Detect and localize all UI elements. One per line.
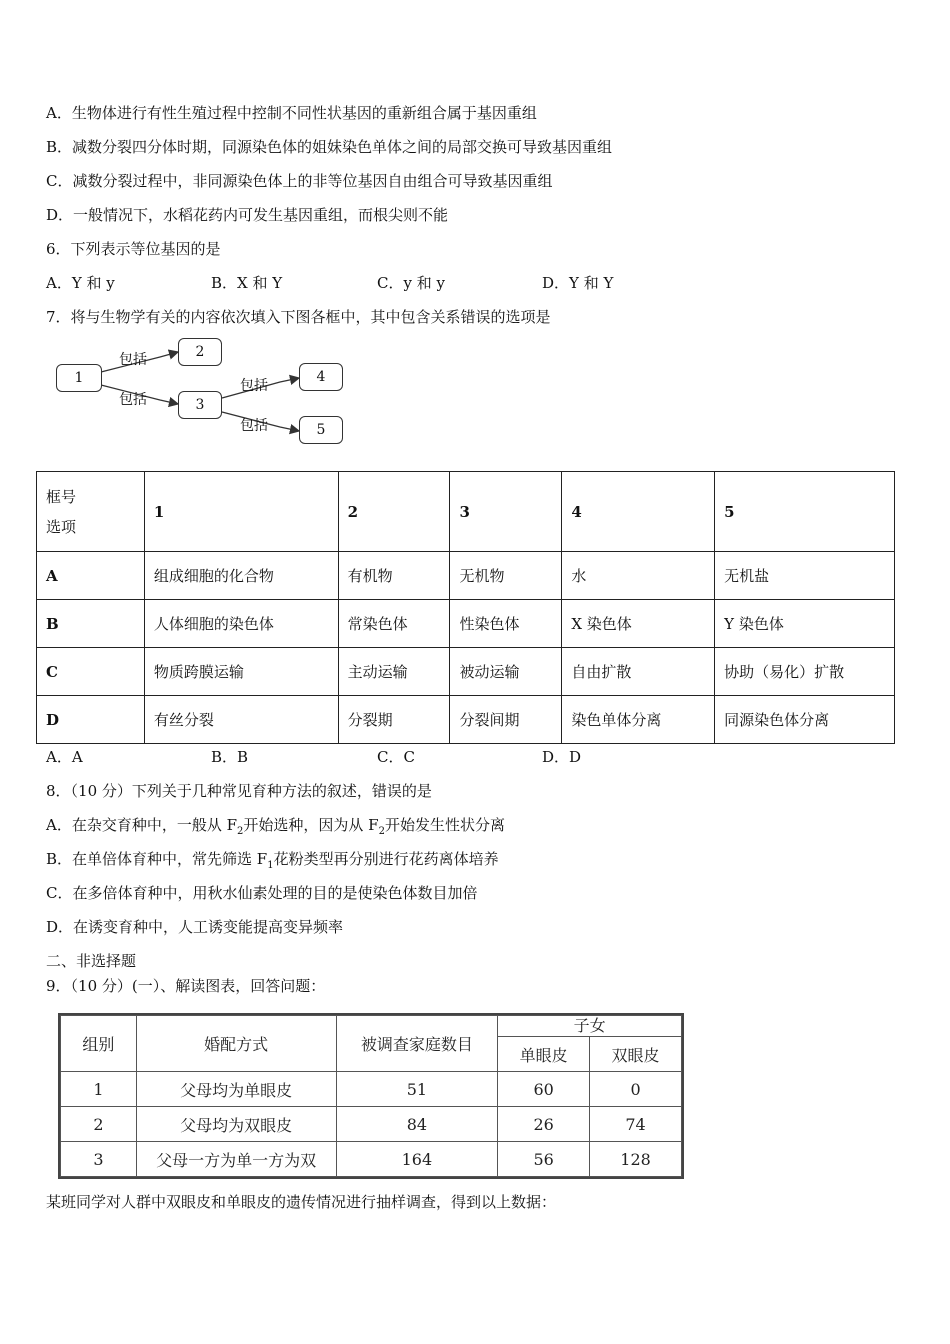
cell-families: 84 [336, 1107, 498, 1142]
table-cell: 有机物 [338, 552, 450, 600]
table-row [37, 648, 895, 696]
cell-group: 2 [61, 1107, 137, 1142]
table-cell: 分裂期 [338, 696, 450, 744]
q7-table-header [37, 472, 895, 552]
q8-a-post: 开始发生性状分离 [384, 816, 505, 834]
cell-families: 51 [336, 1072, 498, 1107]
edge-label-3-4: 包括 [240, 378, 268, 394]
q7-table [36, 471, 895, 744]
header-double: 双眼皮 [590, 1037, 682, 1072]
diagram-box-4: 4 [299, 363, 343, 391]
cell-single: 60 [498, 1072, 590, 1107]
q8-option-d: D．在诱变育种中，人工诱变能提高变异频率 [46, 918, 344, 936]
q8-option-b [46, 848, 499, 871]
q7-stem: 7．将与生物学有关的内容依次填入下图各框中，其中包含关系错误的选项是 [46, 308, 551, 326]
q8-b-post: 花粉类型再分别进行花药离体培养 [273, 850, 499, 868]
table-row [37, 696, 895, 744]
cell-double: 0 [590, 1072, 682, 1107]
edge-label-1-3: 包括 [119, 392, 147, 408]
header-children: 子女 [498, 1016, 682, 1037]
edge-label-3-5: 包括 [240, 418, 268, 434]
q8-b-pre: B．在单倍体育种中，常先筛选 F [46, 850, 268, 868]
cell-single: 26 [498, 1107, 590, 1142]
q8-a-sub1: 2 [237, 826, 244, 837]
survey-header-row [61, 1016, 682, 1037]
table-cell: X 染色体 [562, 600, 715, 648]
q5-option-a: A．生物体进行有性生殖过程中控制不同性状基因的重新组合属于基因重组 [46, 104, 537, 122]
q8-option-c: C．在多倍体育种中，用秋水仙素处理的目的是使染色体数目加倍 [46, 884, 478, 902]
cell-mating: 父母均为双眼皮 [136, 1107, 336, 1142]
q8-a-mid: 开始选种，因为从 F [243, 816, 379, 834]
q6-option-c: C．y 和 y [377, 274, 445, 292]
cell-mating: 父母一方为单一方为双 [136, 1142, 336, 1177]
table-row [61, 1142, 682, 1177]
cell-group: 1 [61, 1072, 137, 1107]
header-cell: 4 [562, 472, 715, 552]
q6-stem: 6．下列表示等位基因的是 [46, 240, 221, 258]
header-mating: 婚配方式 [136, 1016, 336, 1072]
cell-mating: 父母均为单眼皮 [136, 1072, 336, 1107]
header-cell: 2 [338, 472, 450, 552]
q7-option-c: C．C [377, 748, 415, 766]
header-group: 组别 [61, 1016, 137, 1072]
header-families: 被调查家庭数目 [336, 1016, 498, 1072]
table-cell: 主动运输 [338, 648, 450, 696]
table-cell: 性染色体 [450, 600, 562, 648]
table-cell: 协助（易化）扩散 [715, 648, 895, 696]
diagram-box-1: 1 [56, 364, 102, 392]
cell-single: 56 [498, 1142, 590, 1177]
cell-families: 164 [336, 1142, 498, 1177]
table-row [61, 1072, 682, 1107]
q8-a-pre: A．在杂交育种中，一般从 F [46, 816, 238, 834]
table-cell: 被动运输 [450, 648, 562, 696]
cell-double: 128 [590, 1142, 682, 1177]
q7-option-d: D．D [542, 748, 582, 766]
table-cell: 物质跨膜运输 [144, 648, 338, 696]
q6-option-b: B．X 和 Y [211, 274, 283, 292]
q8-option-a [46, 814, 505, 837]
table-cell: 水 [562, 552, 715, 600]
q8-stem: 8．（10 分）下列关于几种常见育种方法的叙述，错误的是 [46, 782, 432, 800]
table-row [37, 600, 895, 648]
table-cell: 同源染色体分离 [715, 696, 895, 744]
q7-option-a: A．A [46, 748, 83, 766]
diagram-box-2: 2 [178, 338, 222, 366]
q6-option-a: A．Y 和 y [46, 274, 115, 292]
cell-double: 74 [590, 1107, 682, 1142]
row-label: D [37, 696, 145, 744]
row-label: A [37, 552, 145, 600]
table-cell: 有丝分裂 [144, 696, 338, 744]
q9-stem: 9．（10 分）(一）、解读图表，回答问题： [46, 977, 326, 995]
table-cell: 常染色体 [338, 600, 450, 648]
q6-option-d: D．Y 和 Y [542, 274, 614, 292]
table-cell: 人体细胞的染色体 [144, 600, 338, 648]
q8-a-sub2: 2 [378, 826, 385, 837]
corner-top: 框号 [46, 487, 77, 506]
table-row [37, 552, 895, 600]
header-single: 单眼皮 [498, 1037, 590, 1072]
table-cell: 分裂间期 [450, 696, 562, 744]
q5-option-c: C．减数分裂过程中，非同源染色体上的非等位基因自由组合可导致基因重组 [46, 172, 553, 190]
row-label: B [37, 600, 145, 648]
edge-label-1-2: 包括 [119, 352, 147, 368]
q7-option-b: B．B [211, 748, 249, 766]
q5-option-b: B．减数分裂四分体时期，同源染色体的姐妹染色单体之间的局部交换可导致基因重组 [46, 138, 613, 156]
table-row [61, 1107, 682, 1142]
table-cell: 无机物 [450, 552, 562, 600]
row-label: C [37, 648, 145, 696]
cell-group: 3 [61, 1142, 137, 1177]
q9-text: 某班同学对人群中双眼皮和单眼皮的遗传情况进行抽样调查，得到以上数据： [46, 1193, 557, 1211]
header-cell: 5 [715, 472, 895, 552]
header-cell: 3 [450, 472, 562, 552]
table-cell: 染色单体分离 [562, 696, 715, 744]
q8-b-sub: 1 [267, 860, 274, 871]
table-cell: 无机盐 [715, 552, 895, 600]
table-cell: 自由扩散 [562, 648, 715, 696]
diagram-box-3: 3 [178, 391, 222, 419]
table-cell: 组成细胞的化合物 [144, 552, 338, 600]
diagram-box-5: 5 [299, 416, 343, 444]
corner-cell [37, 472, 145, 552]
q5-option-d: D．一般情况下，水稻花药内可发生基因重组，而根尖则不能 [46, 206, 449, 224]
section-heading: 二、非选择题 [46, 952, 137, 970]
q9-survey-table [58, 1013, 684, 1179]
survey-table [60, 1015, 682, 1177]
table-cell: Y 染色体 [715, 600, 895, 648]
header-cell: 1 [144, 472, 338, 552]
corner-bottom: 选项 [46, 517, 77, 536]
